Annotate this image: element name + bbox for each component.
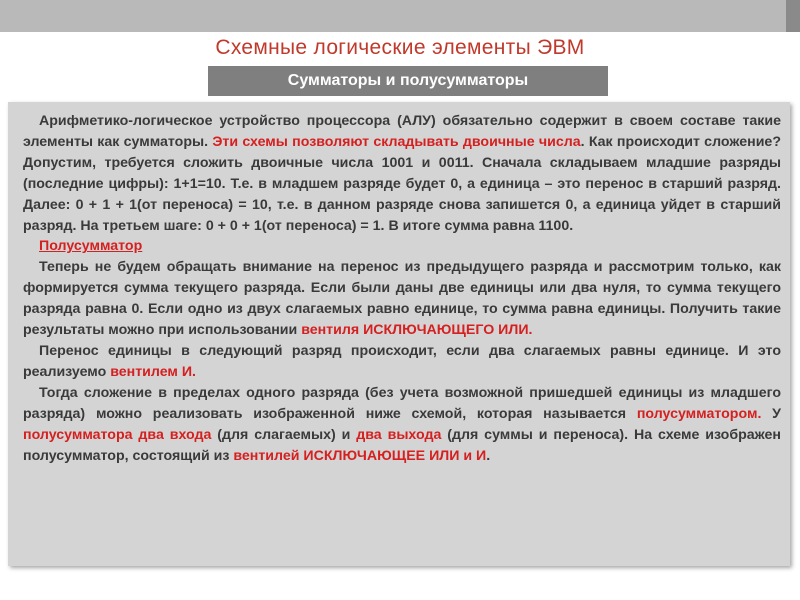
text-run: . Как происходит сложение? Допустим, требуется сложить двоичные числа 1001 и 0011. Сначала складываем младшие разряды (последние цифры): 1+1=10. Т.е. в младшем разряде будет 0, а единица – это перенос в старший разряд. Далее: 0 + 1 + 1(от переноса) = 10, т.е. в данном разряде снова запишется 0, а единица уйдет в старший разряд. На третьем шаге: 0 + 0 + 1(от переноса) = 1. В итоге сумма равна 1100. — [23, 133, 781, 234]
highlight-text: вентилей ИСКЛЮЧАЮЩЕЕ ИЛИ и И — [233, 447, 487, 464]
content-panel — [8, 102, 790, 566]
text-run: . — [486, 447, 491, 464]
highlight-text: полусумматора два входа — [23, 426, 212, 443]
highlight-text: вентилем И. — [110, 363, 196, 380]
highlight-text: Эти схемы позволяют складывать двоичные числа — [212, 133, 581, 150]
text-run: Перенос единицы в следующий разряд происходит, если два слагаемых равны единице. И это реализуемо — [23, 342, 781, 380]
paragraph-sum — [23, 257, 781, 341]
section-heading-half-adder: Полусумматор — [39, 238, 143, 255]
text-run: Тогда сложение в пределах одного разряда (без учета возможной пришедшей единицы из младшего разряда) можно реализовать изображенной ниже схемой, которая называется — [23, 384, 781, 422]
text-run: Арифметико-логическое устройство процессора (АЛУ) обязательно содержит в своем составе такие элементы как сумматоры. — [23, 113, 781, 150]
text-run: Теперь не будем обращать внимание на перенос из предыдущего разряда и рассмотрим только, как формируется сумма текущего разряда. Если были даны две единицы или два нуля, то сумма текущего разряда равна 0. Если одно из двух слагаемых равно единице, то сумма равна единицы. Получить такие результаты можно при использовании — [23, 259, 781, 339]
highlight-text: вентиля ИСКЛЮЧАЮЩЕГО ИЛИ. — [301, 322, 533, 339]
highlight-text: полусумматором. — [636, 405, 762, 422]
paragraph-intro — [23, 111, 781, 236]
text-run: У — [761, 405, 782, 422]
top-bar — [0, 0, 800, 32]
top-bar-accent — [786, 0, 800, 32]
highlight-text: два выхода — [356, 426, 442, 443]
paragraph-scheme — [23, 383, 781, 467]
paragraph-carry — [23, 341, 781, 383]
paragraph-heading — [23, 236, 781, 257]
text-run: (для слагаемых) и — [211, 426, 357, 443]
slide-subtitle: Сумматоры и полусумматоры — [208, 66, 608, 96]
text-run: (для суммы и переноса). На схеме изображен полусумматор, состоящий из — [23, 426, 781, 464]
slide-title: Схемные логические элементы ЭВМ — [215, 36, 585, 59]
